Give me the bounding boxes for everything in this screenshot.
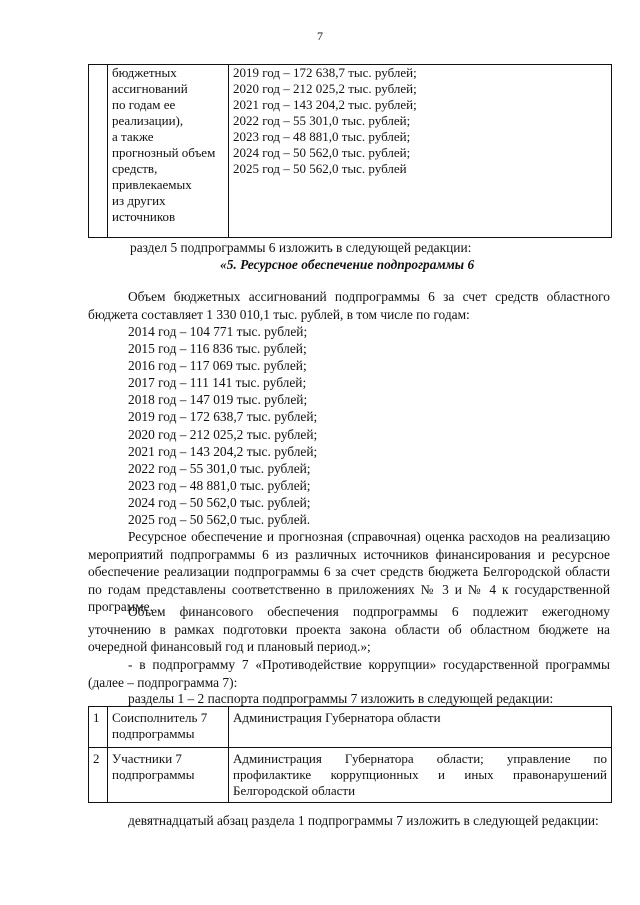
left-line: ассигнований <box>112 81 188 96</box>
left-line: средств, <box>112 161 158 176</box>
section5-heading: «5. Ресурсное обеспечение подпрограммы 6 <box>220 257 475 272</box>
top-resource-table <box>88 64 612 238</box>
years-list <box>128 323 317 528</box>
subprogram7-passport-table <box>88 706 612 803</box>
year-line: 2019 год – 172 638,7 тыс. рублей; <box>128 409 318 425</box>
table-empty-cell <box>89 65 108 238</box>
table-right-cell <box>229 65 612 238</box>
paragraph-nineteenth: девятнадцатый абзац раздела 1 подпрограммы 7 изложить в следующей редакции: <box>128 813 599 828</box>
year-line: 2023 год – 48 881,0 тыс. рублей; <box>128 477 311 493</box>
right-line: 2024 год – 50 562,0 тыс. рублей; <box>233 145 411 160</box>
left-line: по годам ее <box>112 97 176 112</box>
row-value: Администрация Губернатора области <box>229 707 612 748</box>
right-line: 2025 год – 50 562,0 тыс. рублей <box>233 161 407 176</box>
table-row <box>89 748 612 803</box>
row-value: Администрация Губернатора области; управление по профилактике коррупционных и иных правонарушений Белгородской области <box>229 748 612 803</box>
year-line: 2024 год – 50 562,0 тыс. рублей; <box>128 494 311 510</box>
section5-intro: раздел 5 подпрограммы 6 изложить в следующей редакции: <box>130 240 472 255</box>
year-line: 2020 год – 212 025,2 тыс. рублей; <box>128 426 318 442</box>
year-line: 2015 год – 116 836 тыс. рублей; <box>128 341 307 357</box>
paragraph-subprogram7: - в подпрограмму 7 «Противодействие коррупции» государственной программы (далее – подпрограмма 7): <box>88 657 610 690</box>
row-number: 1 <box>89 707 108 748</box>
left-line: а также <box>112 129 154 144</box>
year-line: 2022 год – 55 301,0 тыс. рублей; <box>128 460 311 476</box>
paragraph-financial-volume: Объем финансового обеспечения подпрограммы 6 подлежит ежегодному уточнению в рамках подготовки проекта закона области об областном бюджете на очередной финансовый год и плановый период.»; <box>88 604 610 654</box>
page-number: 7 <box>317 29 323 43</box>
left-line: источников <box>112 209 176 224</box>
left-line: бюджетных <box>112 65 177 80</box>
left-line: из других <box>112 193 166 208</box>
row-label: Участники 7 подпрограммы <box>108 748 229 803</box>
right-line: 2019 год – 172 638,7 тыс. рублей; <box>233 65 417 80</box>
right-line: 2021 год – 143 204,2 тыс. рублей; <box>233 97 417 112</box>
paragraph-budget: Объем бюджетных ассигнований подпрограммы 6 за счет средств областного бюджета составляет 1 330 010,1 тыс. рублей, в том числе по годам: <box>88 289 610 322</box>
year-line: 2014 год – 104 771 тыс. рублей; <box>128 324 308 339</box>
year-line: 2016 год – 117 069 тыс. рублей; <box>128 358 307 374</box>
year-line: 2017 год – 111 141 тыс. рублей; <box>128 375 307 391</box>
year-line: 2025 год – 50 562,0 тыс. рублей. <box>128 512 311 528</box>
right-line: 2023 год – 48 881,0 тыс. рублей; <box>233 129 411 144</box>
left-line: прогнозный объем <box>112 145 216 160</box>
paragraph-resource-estimate: Ресурсное обеспечение и прогнозная (справочная) оценка расходов на реализацию мероприятий подпрограммы 6 из различных источников финансирования и ресурсное обеспечение реализации подпрограммы 6 за счет средств бюджета Белгородской области по годам представлены соответственно в приложениях № 3 и № 4 к государственной программе. <box>88 529 610 614</box>
right-line: 2020 год – 212 025,2 тыс. рублей; <box>233 81 417 96</box>
table-row <box>89 707 612 748</box>
paragraph-sections-1-2: разделы 1 – 2 паспорта подпрограммы 7 изложить в следующей редакции: <box>128 691 554 706</box>
right-line: 2022 год – 55 301,0 тыс. рублей; <box>233 113 411 128</box>
left-line: привлекаемых <box>112 177 192 192</box>
table-left-cell <box>108 65 229 238</box>
left-line: реализации), <box>112 113 184 128</box>
year-line: 2021 год – 143 204,2 тыс. рублей; <box>128 443 318 459</box>
row-number: 2 <box>89 748 108 803</box>
year-line: 2018 год – 147 019 тыс. рублей; <box>128 392 308 408</box>
row-label: Соисполнитель 7 подпрограммы <box>108 707 229 748</box>
